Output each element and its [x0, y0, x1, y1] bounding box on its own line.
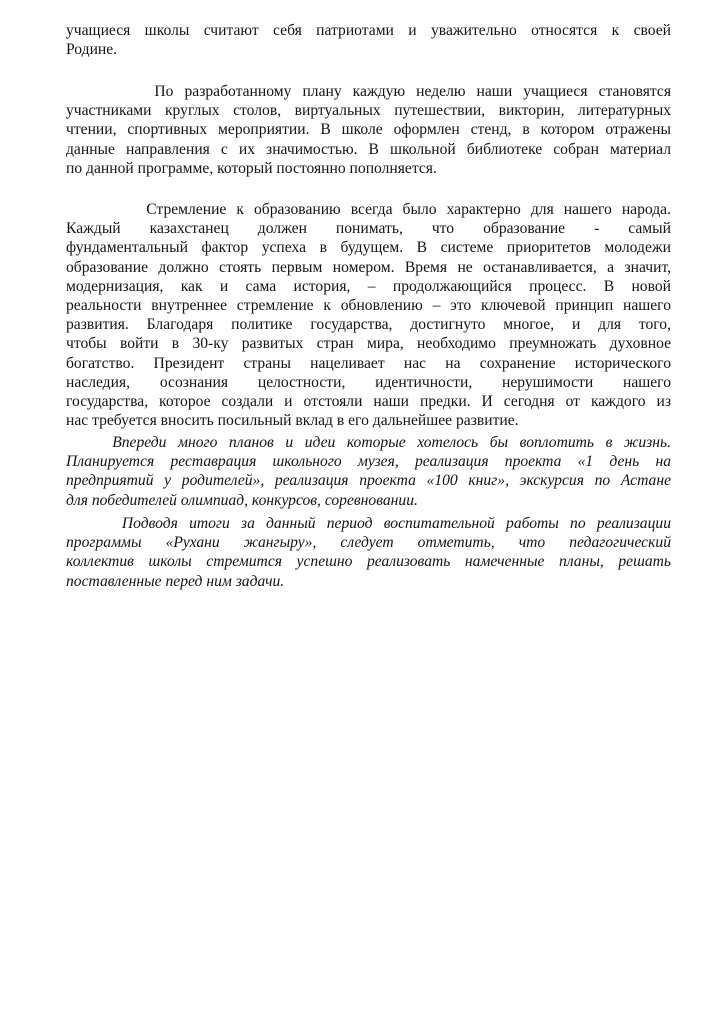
- text-line: предприятий у родителей», реализация проекта «100 книг», экскурсия по Астане: [66, 472, 671, 490]
- text-line: государства, которое создали и отстояли наши предки. И сегодня от каждого из: [66, 392, 671, 410]
- text-line: Подводя итоги за данный период воспитательной работы по реализации: [66, 515, 671, 532]
- text-line: учащиеся школы считают себя патриотами и уважительно относятся к своей: [66, 22, 671, 39]
- text-line: Впереди много планов и идеи которые хотелось бы воплотить в жизнь.: [66, 434, 671, 451]
- paragraph-2: [66, 82, 671, 178]
- paragraph-5: [66, 514, 671, 591]
- text-line: данные направления с их значимостью. В школьной библиотеке собран материал: [66, 140, 671, 158]
- text-line: Планируется реставрация школьного музея, реализация проекта «1 день на: [66, 453, 671, 471]
- text-line: Родине.: [66, 41, 118, 59]
- text-line: нас требуется вносить посильный вклад в его дальнейшее развитие.: [66, 412, 519, 430]
- text-line: реальности внутреннее стремление к обновлению – это ключевой принцип нашего: [66, 296, 671, 314]
- text-line: Стремление к образованию всегда было характерно для нашего народа.: [66, 201, 671, 218]
- text-line: чтобы войти в 30-ку развитых стран мира, необходимо преумножать духовное: [66, 335, 671, 353]
- text-line: чтении, спортивных мероприятии. В школе оформлен стенд, в котором отражены: [66, 121, 671, 139]
- text-line: участниками круглых столов, виртуальных путешествии, викторин, литературных: [66, 102, 671, 120]
- text-line: коллектив школы стремится успешно реализовать намеченные планы, решать: [66, 553, 671, 571]
- text-line: Каждый казахстанец должен понимать, что образование - самый: [66, 220, 671, 238]
- text-line: образование должно стоять первым номером. Время не останавливается, а значит,: [66, 258, 671, 276]
- text-line: поставленные перед ним задачи.: [66, 572, 285, 590]
- text-line: фундаментальный фактор успеха в будущем. В системе приоритетов молодежи: [66, 239, 671, 257]
- text-line: богатство. Президент страны нацеливает нас на сохранение исторического: [66, 354, 671, 372]
- paragraph-1: [66, 21, 671, 59]
- text-line: программы «Рухани жангыру», следует отметить, что педагогический: [66, 534, 671, 552]
- text-line: модернизация, как и сама история, – продолжающийся процесс. В новой: [66, 277, 671, 295]
- paragraph-3: [66, 200, 671, 430]
- text-line: развития. Благодаря политике государства, достигнуто многое, и для того,: [66, 316, 671, 334]
- text-line: для победителей олимпиад, конкурсов, соревновании.: [66, 491, 418, 509]
- text-line: По разработанному плану каждую неделю наши учащиеся становятся: [66, 83, 671, 100]
- text-line: по данной программе, который постоянно пополняется.: [66, 159, 437, 177]
- paragraph-4: [66, 433, 671, 510]
- text-line: наследия, осознания целостности, идентичности, нерушимости нашего: [66, 373, 671, 391]
